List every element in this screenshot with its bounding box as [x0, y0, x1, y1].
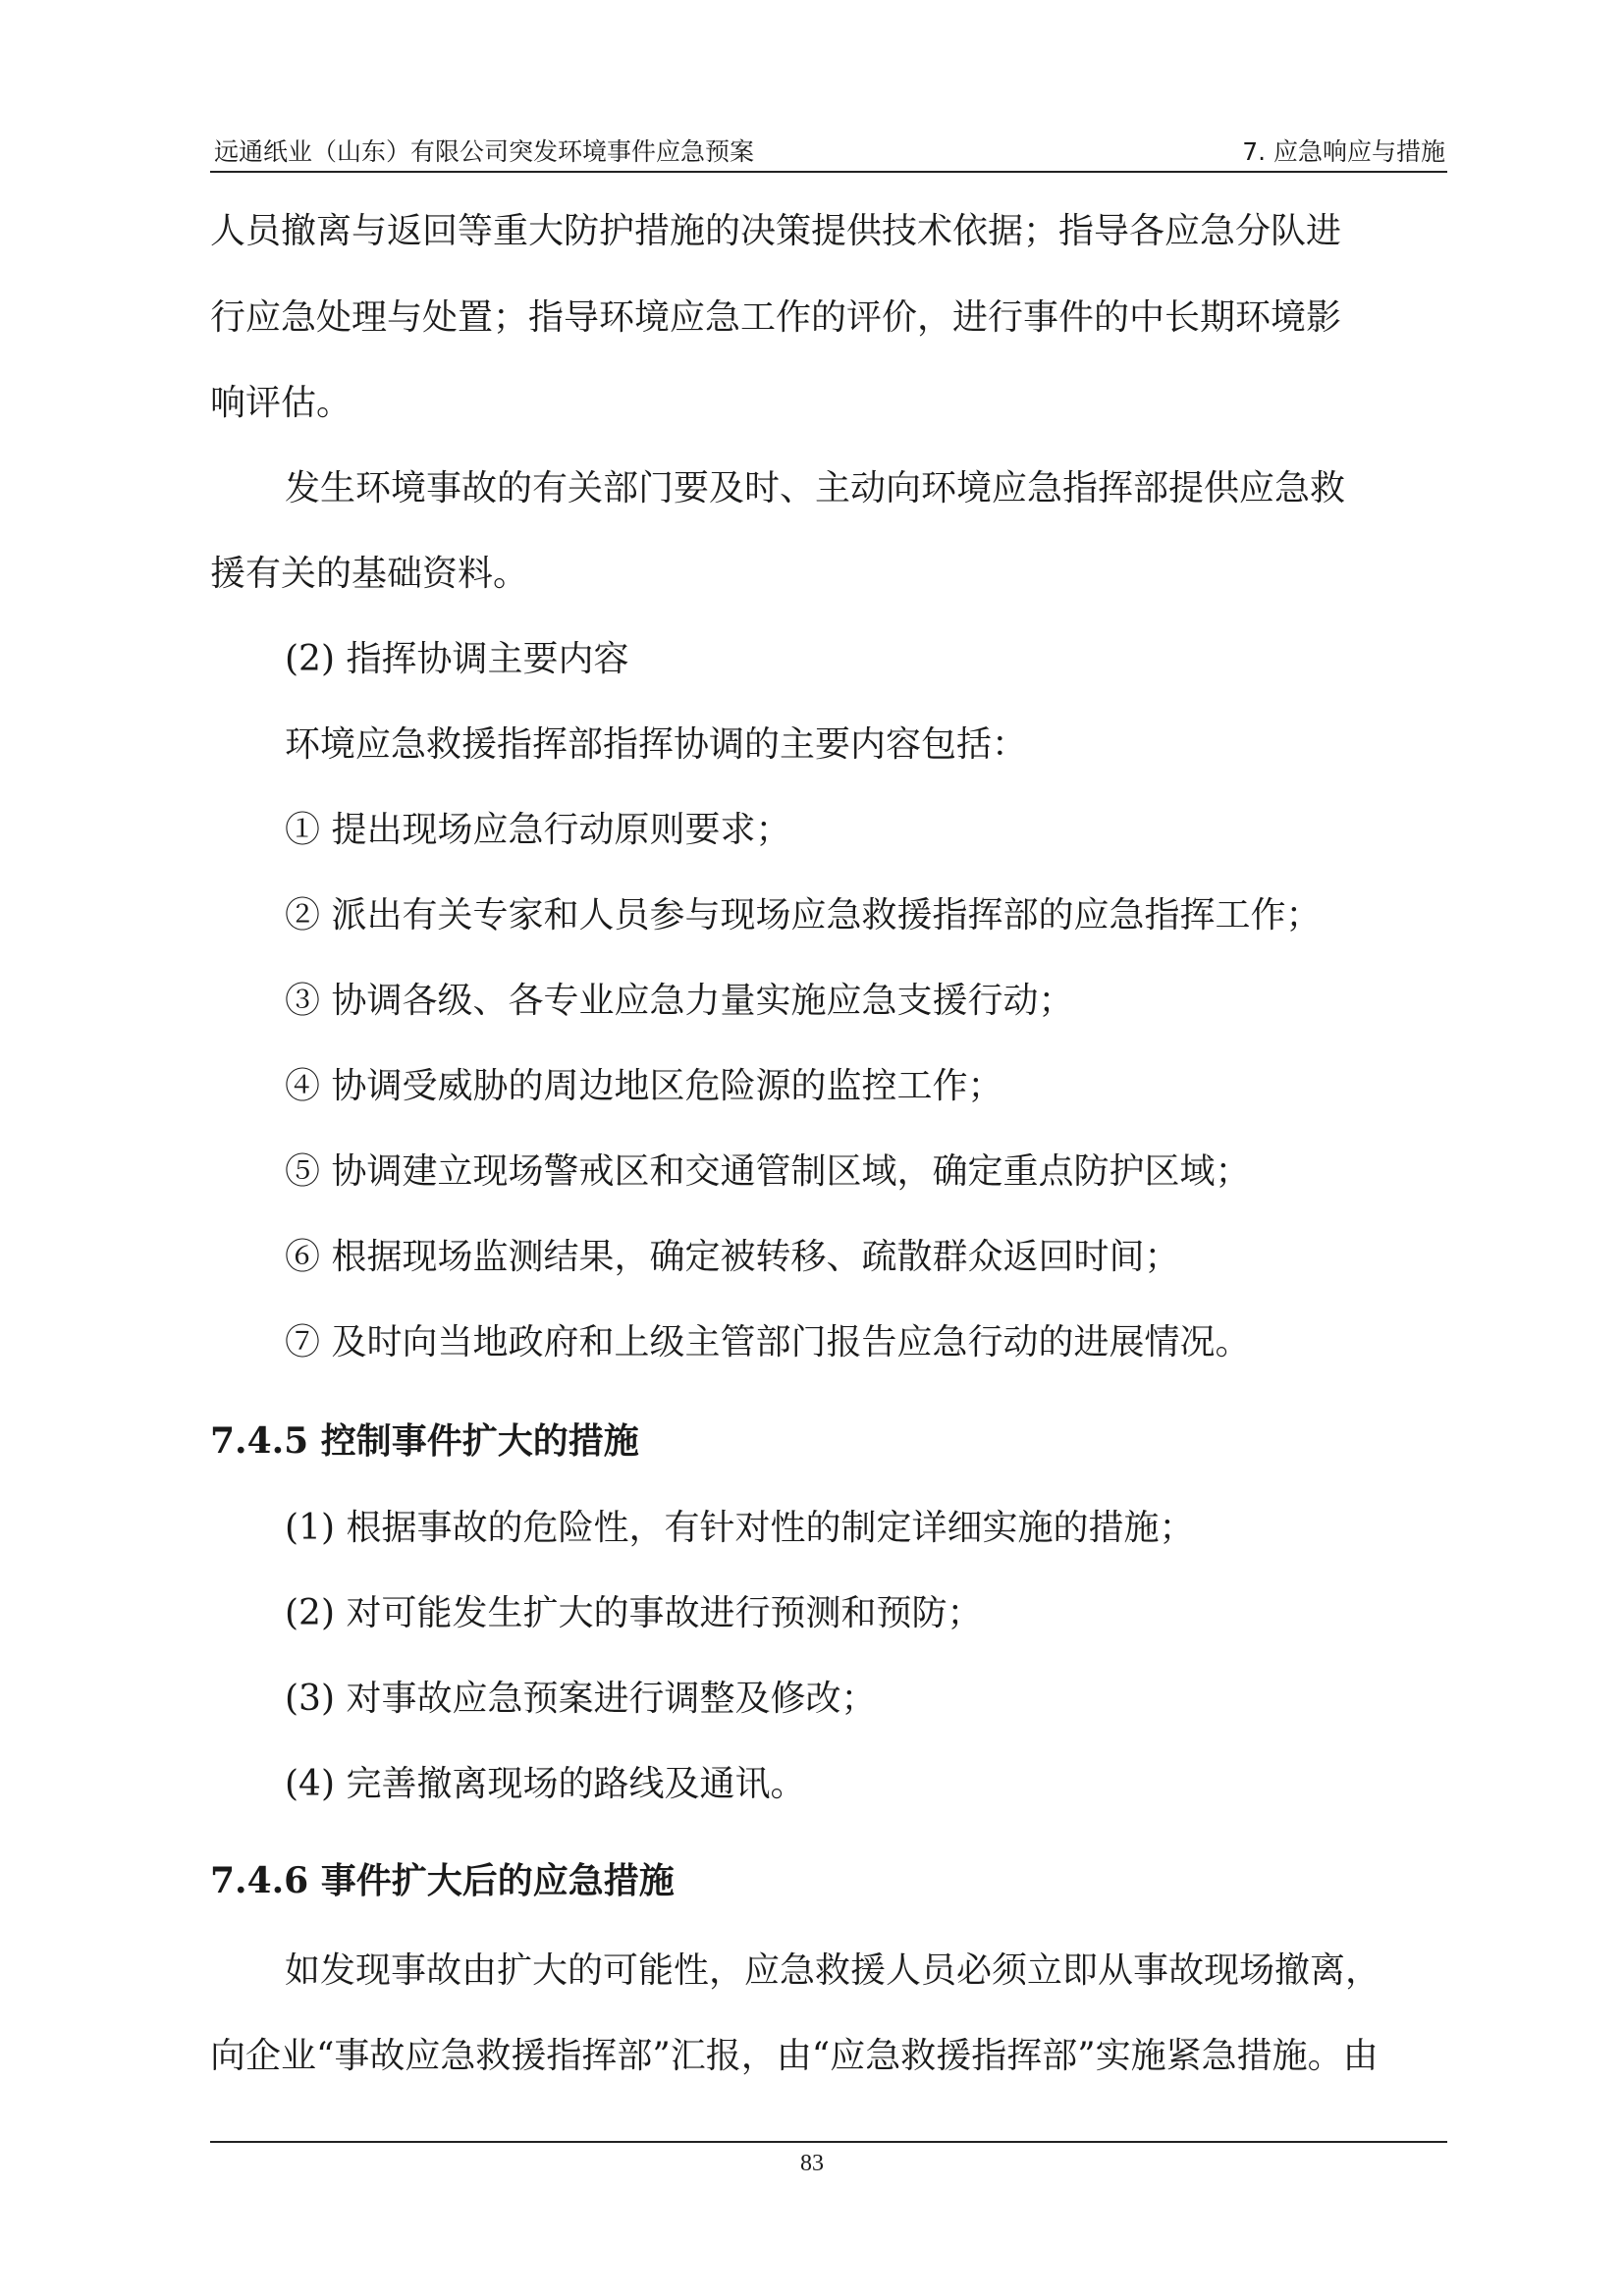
header-divider: [210, 171, 1447, 173]
list-item: (3) 对事故应急预案进行调整及修改；: [285, 1679, 877, 1719]
page-number: 83: [800, 2151, 824, 2176]
footer-divider: [210, 2141, 1447, 2143]
list-item: ② 派出有关专家和人员参与现场应急救援指挥部的应急指挥工作；: [285, 895, 1322, 935]
running-header-chapter: 7. 应急响应与措施: [1242, 137, 1445, 166]
paragraph-line: 响评估。: [210, 383, 352, 423]
section-heading-7-4-6: 7.4.6 事件扩大后的应急措施: [210, 1860, 675, 1901]
paragraph-line: 环境应急救援指挥部指挥协调的主要内容包括：: [285, 724, 1028, 765]
subsection-label: (2) 指挥协调主要内容: [285, 639, 629, 679]
paragraph-line: 人员撤离与返回等重大防护措施的决策提供技术依据；指导各应急分队进: [210, 211, 1342, 251]
list-item: ① 提出现场应急行动原则要求；: [285, 810, 791, 850]
paragraph-line: 向企业“事故应急救援指挥部”汇报，由“应急救援指挥部”实施紧急措施。由: [210, 2036, 1379, 2076]
list-item: (1) 根据事故的危险性，有针对性的制定详细实施的措施；: [285, 1508, 1195, 1548]
paragraph-line: 发生环境事故的有关部门要及时、主动向环境应急指挥部提供应急救: [285, 468, 1346, 508]
list-item: ③ 协调各级、各专业应急力量实施应急支援行动；: [285, 981, 1074, 1021]
list-item: ⑥ 根据现场监测结果，确定被转移、疏散群众返回时间；: [285, 1237, 1180, 1277]
running-header-title: 远通纸业（山东）有限公司突发环境事件应急预案: [214, 137, 755, 166]
list-item: (2) 对可能发生扩大的事故进行预测和预防；: [285, 1593, 983, 1633]
list-item: ⑦ 及时向当地政府和上级主管部门报告应急行动的进展情况。: [285, 1322, 1251, 1362]
paragraph-line: 行应急处理与处置；指导环境应急工作的评价，进行事件的中长期环境影: [210, 297, 1342, 338]
list-item: ⑤ 协调建立现场警戒区和交通管制区域，确定重点防护区域；: [285, 1151, 1251, 1192]
paragraph-line: 如发现事故由扩大的可能性，应急救援人员必须立即从事故现场撤离，: [285, 1950, 1381, 1991]
list-item: (4) 完善撤离现场的路线及通讯。: [285, 1764, 806, 1804]
paragraph-line: 援有关的基础资料。: [210, 554, 529, 594]
list-item: ④ 协调受威胁的周边地区危险源的监控工作；: [285, 1066, 1003, 1106]
section-heading-7-4-5: 7.4.5 控制事件扩大的措施: [210, 1420, 639, 1462]
